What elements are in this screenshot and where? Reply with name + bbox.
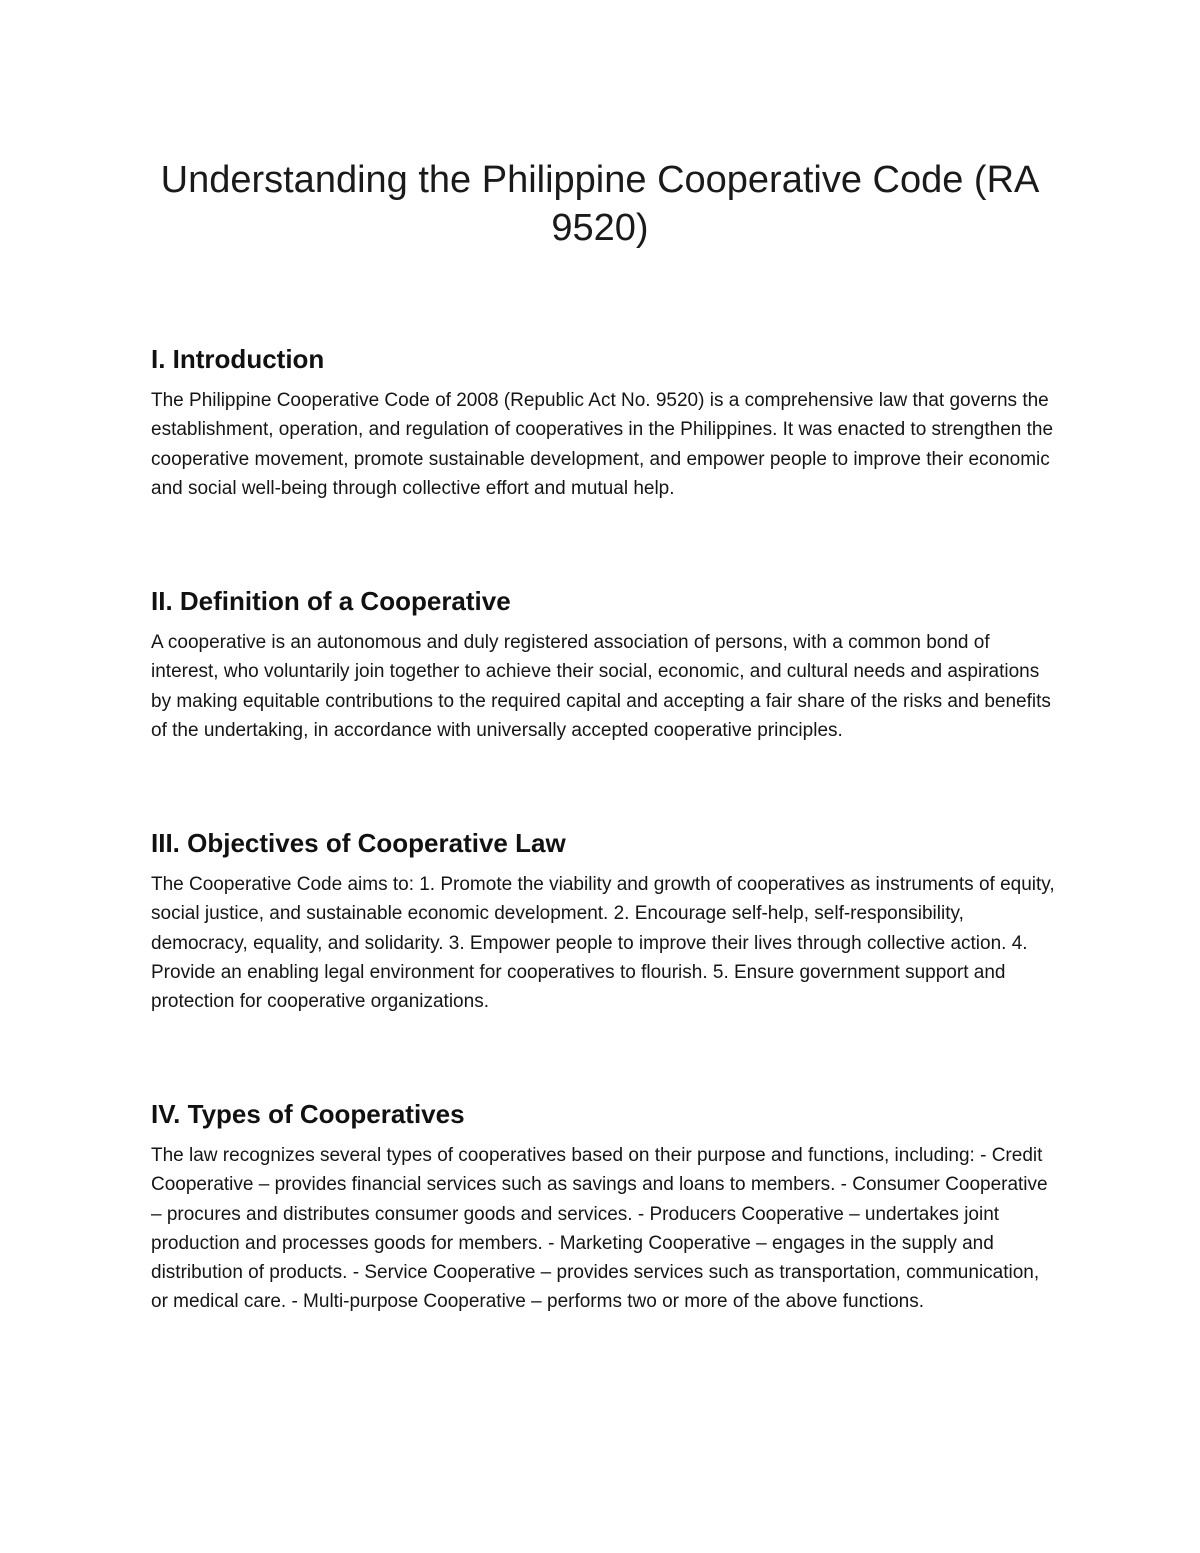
- section-objectives: [151, 826, 1056, 1016]
- section-heading: II. Definition of a Cooperative: [151, 586, 511, 616]
- section-body: The Cooperative Code aims to: 1. Promote the viability and growth of cooperatives as instruments of equity, social justice, and sustainable economic development. 2. Encourage self-help, self-responsibility, democracy, equality, and solidarity. 3. Empower people to improve their lives through collective action. 4. Provide an enabling legal environment for cooperatives to flourish. 5. Ensure government support and protection for cooperative organizations.: [151, 874, 1055, 1013]
- section-body: The law recognizes several types of cooperatives based on their purpose and functions, including: - Credit Cooperative – provides financial services such as savings and loans to members. - Consumer Cooperative – procures and distributes consumer goods and services. - Producers Cooperative – undertakes joint production and processes goods for members. - Marketing Cooperative – engages in the supply and distribution of products. - Service Cooperative – provides services such as transportation, communication, or medical care. - Multi-purpose Cooperative – performs two or more of the above functions.: [151, 1145, 1048, 1313]
- section-heading: I. Introduction: [151, 344, 325, 374]
- section-heading: III. Objectives of Cooperative Law: [151, 828, 566, 858]
- section-types: [151, 1097, 1056, 1317]
- section-introduction: [151, 342, 1056, 503]
- document-title: Understanding the Philippine Cooperative Code (RA 9520): [160, 159, 1040, 249]
- section-heading: IV. Types of Cooperatives: [151, 1099, 465, 1129]
- section-definition: [151, 584, 1056, 745]
- section-body: A cooperative is an autonomous and duly registered association of persons, with a common bond of interest, who voluntarily join together to achieve their social, economic, and cultural needs and aspirations by making equitable contributions to the required capital and accepting a fair share of the risks and benefits of the undertaking, in accordance with universally accepted cooperative principles.: [151, 632, 1051, 741]
- section-body: The Philippine Cooperative Code of 2008 (Republic Act No. 9520) is a comprehensive law that governs the establishment, operation, and regulation of cooperatives in the Philippines. It was enacted to strengthen the cooperative movement, promote sustainable development, and empower people to improve their economic and social well-being through collective effort and mutual help.: [151, 390, 1054, 499]
